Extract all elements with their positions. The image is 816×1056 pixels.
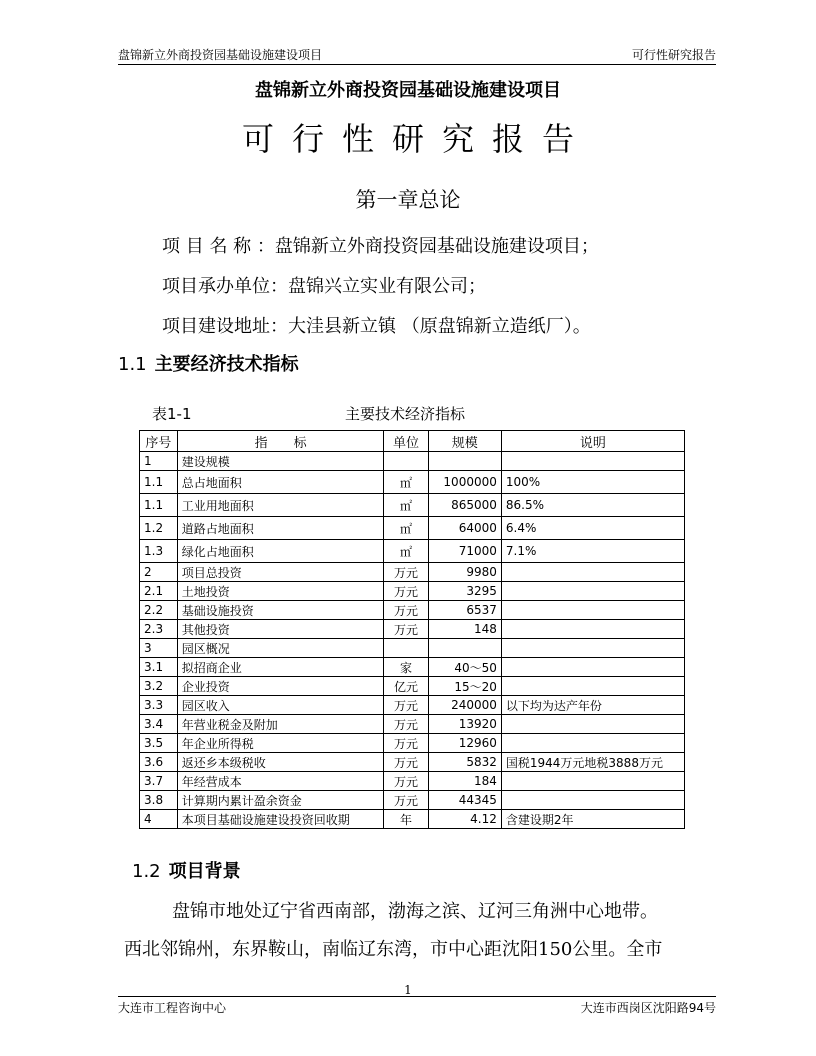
cell-scale: 40～50 (428, 658, 501, 677)
section-heading-1-2 (132, 857, 241, 883)
info-value: 大洼县新立镇 （原盘锦新立造纸厂）。 (288, 316, 591, 337)
cell-no: 3.7 (140, 772, 178, 791)
cell-indicator: 建设规模 (177, 452, 384, 471)
cell-unit: 万元 (384, 601, 428, 620)
cell-scale: 13920 (428, 715, 501, 734)
table-row (140, 471, 685, 494)
cell-note (501, 791, 684, 810)
cell-indicator: 土地投资 (177, 582, 384, 601)
cell-indicator: 本项目基础设施建设投资回收期 (177, 810, 384, 829)
table-body (140, 452, 685, 829)
cell-note (501, 658, 684, 677)
cell-scale: 71000 (428, 540, 501, 563)
table-header-row (140, 431, 685, 452)
cell-indicator: 其他投资 (177, 620, 384, 639)
cell-no: 1 (140, 452, 178, 471)
cell-unit: 年 (384, 810, 428, 829)
section-number: 1.2 (132, 861, 161, 882)
cell-note: 国税1944万元地税3888万元 (501, 753, 684, 772)
col-header-note: 说明 (501, 431, 684, 452)
cell-no: 3.4 (140, 715, 178, 734)
cell-unit: 万元 (384, 563, 428, 582)
chapter-heading: 第一章总论 (355, 188, 461, 212)
table-row (140, 452, 685, 471)
col-header-unit: 单位 (384, 431, 428, 452)
cell-note: 以下均为达产年份 (501, 696, 684, 715)
cell-unit: 万元 (384, 582, 428, 601)
table-row (140, 639, 685, 658)
paragraph-line-2: 西北邻锦州，东界鞍山，南临辽东湾，市中心距沈阳150公里。全市 (124, 939, 663, 960)
table-row (140, 494, 685, 517)
header-left: 盘锦新立外商投资园基础设施建设项目 (118, 48, 323, 62)
cell-note (501, 677, 684, 696)
cell-scale: 1000000 (428, 471, 501, 494)
table-row (140, 517, 685, 540)
page-number: 1 (404, 983, 412, 997)
table-row (140, 601, 685, 620)
info-label: 项 目 名 称 ： (162, 236, 275, 257)
cell-unit: 万元 (384, 791, 428, 810)
cell-scale: 865000 (428, 494, 501, 517)
cell-unit (384, 639, 428, 658)
cell-no: 1.3 (140, 540, 178, 563)
cell-note (501, 563, 684, 582)
cell-no: 1.1 (140, 494, 178, 517)
table-row (140, 696, 685, 715)
cell-unit (384, 452, 428, 471)
cell-unit: 万元 (384, 715, 428, 734)
cell-scale: 6537 (428, 601, 501, 620)
table-label: 表1-1 (152, 405, 192, 423)
cell-indicator: 计算期内累计盈余资金 (177, 791, 384, 810)
cell-indicator: 年企业所得税 (177, 734, 384, 753)
table-row (140, 772, 685, 791)
cell-no: 3.1 (140, 658, 178, 677)
cell-note (501, 772, 684, 791)
cell-no: 1.1 (140, 471, 178, 494)
cell-no: 2 (140, 563, 178, 582)
cell-indicator: 绿化占地面积 (177, 540, 384, 563)
cell-indicator: 工业用地面积 (177, 494, 384, 517)
cell-indicator: 返还乡本级税收 (177, 753, 384, 772)
cell-scale: 44345 (428, 791, 501, 810)
col-header-no: 序号 (140, 431, 178, 452)
cell-note: 100% (501, 471, 684, 494)
cell-note (501, 734, 684, 753)
page-footer (118, 996, 716, 1015)
cell-no: 3.8 (140, 791, 178, 810)
cell-unit: 万元 (384, 734, 428, 753)
col-header-scale: 规模 (428, 431, 501, 452)
cell-no: 2.1 (140, 582, 178, 601)
cell-no: 3.5 (140, 734, 178, 753)
cell-indicator: 道路占地面积 (177, 517, 384, 540)
cell-indicator: 年经营成本 (177, 772, 384, 791)
cell-indicator: 总占地面积 (177, 471, 384, 494)
cell-unit: ㎡ (384, 494, 428, 517)
col-header-indicator: 指 标 (177, 431, 384, 452)
indicator-table (139, 430, 685, 829)
cell-unit: 万元 (384, 753, 428, 772)
cell-scale: 12960 (428, 734, 501, 753)
info-address (162, 312, 591, 338)
cell-note: 7.1% (501, 540, 684, 563)
header-right: 可行性研究报告 (631, 48, 716, 62)
table-row (140, 810, 685, 829)
info-sponsor (162, 272, 486, 298)
cell-unit: 家 (384, 658, 428, 677)
table-row (140, 715, 685, 734)
footer-left: 大连市工程咨询中心 (118, 1001, 227, 1015)
cell-no: 3.2 (140, 677, 178, 696)
cell-no: 4 (140, 810, 178, 829)
cell-note (501, 620, 684, 639)
cell-unit: ㎡ (384, 517, 428, 540)
cell-no: 2.2 (140, 601, 178, 620)
cell-indicator: 项目总投资 (177, 563, 384, 582)
cell-note (501, 452, 684, 471)
page-header (118, 44, 716, 65)
table-row (140, 563, 685, 582)
info-label: 项目承办单位： (162, 276, 288, 297)
cell-no: 2.3 (140, 620, 178, 639)
cell-note (501, 715, 684, 734)
paragraph-line-1: 盘锦市地处辽宁省西南部，渤海之滨、辽河三角洲中心地带。 (172, 901, 658, 922)
cell-no: 1.2 (140, 517, 178, 540)
section-heading-1-1 (118, 350, 299, 376)
table-row (140, 658, 685, 677)
info-value: 盘锦兴立实业有限公司； (288, 276, 486, 297)
cell-note: 6.4% (501, 517, 684, 540)
cell-scale: 15～20 (428, 677, 501, 696)
cell-scale (428, 452, 501, 471)
cell-scale: 4.12 (428, 810, 501, 829)
table-row (140, 540, 685, 563)
cell-indicator: 拟招商企业 (177, 658, 384, 677)
table-row (140, 582, 685, 601)
info-value: 盘锦新立外商投资园基础设施建设项目； (274, 236, 599, 257)
cell-no: 3.6 (140, 753, 178, 772)
cell-note (501, 639, 684, 658)
cell-scale: 240000 (428, 696, 501, 715)
cell-no: 3.3 (140, 696, 178, 715)
cell-indicator: 年营业税金及附加 (177, 715, 384, 734)
table-row (140, 677, 685, 696)
cell-note (501, 582, 684, 601)
document-title: 盘锦新立外商投资园基础设施建设项目 (255, 80, 561, 101)
cell-note (501, 601, 684, 620)
cell-scale: 9980 (428, 563, 501, 582)
cell-indicator: 企业投资 (177, 677, 384, 696)
cell-scale (428, 639, 501, 658)
cell-indicator: 园区概况 (177, 639, 384, 658)
cell-unit: 万元 (384, 620, 428, 639)
table-row (140, 791, 685, 810)
cell-unit: ㎡ (384, 540, 428, 563)
cell-scale: 5832 (428, 753, 501, 772)
section-title: 项目背景 (168, 861, 241, 882)
cell-unit: ㎡ (384, 471, 428, 494)
info-label: 项目建设地址： (162, 316, 288, 337)
cell-unit: 亿元 (384, 677, 428, 696)
table-row (140, 734, 685, 753)
table-row (140, 753, 685, 772)
cell-no: 3 (140, 639, 178, 658)
cell-scale: 64000 (428, 517, 501, 540)
info-project-name (162, 232, 599, 258)
section-number: 1.1 (118, 354, 147, 375)
cell-unit: 万元 (384, 772, 428, 791)
cell-note: 含建设期2年 (501, 810, 684, 829)
cell-indicator: 园区收入 (177, 696, 384, 715)
cell-note: 86.5% (501, 494, 684, 517)
footer-right: 大连市西岗区沈阳路94号 (580, 1001, 716, 1015)
cell-scale: 3295 (428, 582, 501, 601)
section-title: 主要经济技术指标 (154, 354, 299, 375)
table-row (140, 620, 685, 639)
cell-scale: 184 (428, 772, 501, 791)
cell-unit: 万元 (384, 696, 428, 715)
table-caption: 主要技术经济指标 (345, 405, 466, 423)
document-subtitle: 可行性研究报告 (241, 120, 592, 158)
cell-scale: 148 (428, 620, 501, 639)
cell-indicator: 基础设施投资 (177, 601, 384, 620)
